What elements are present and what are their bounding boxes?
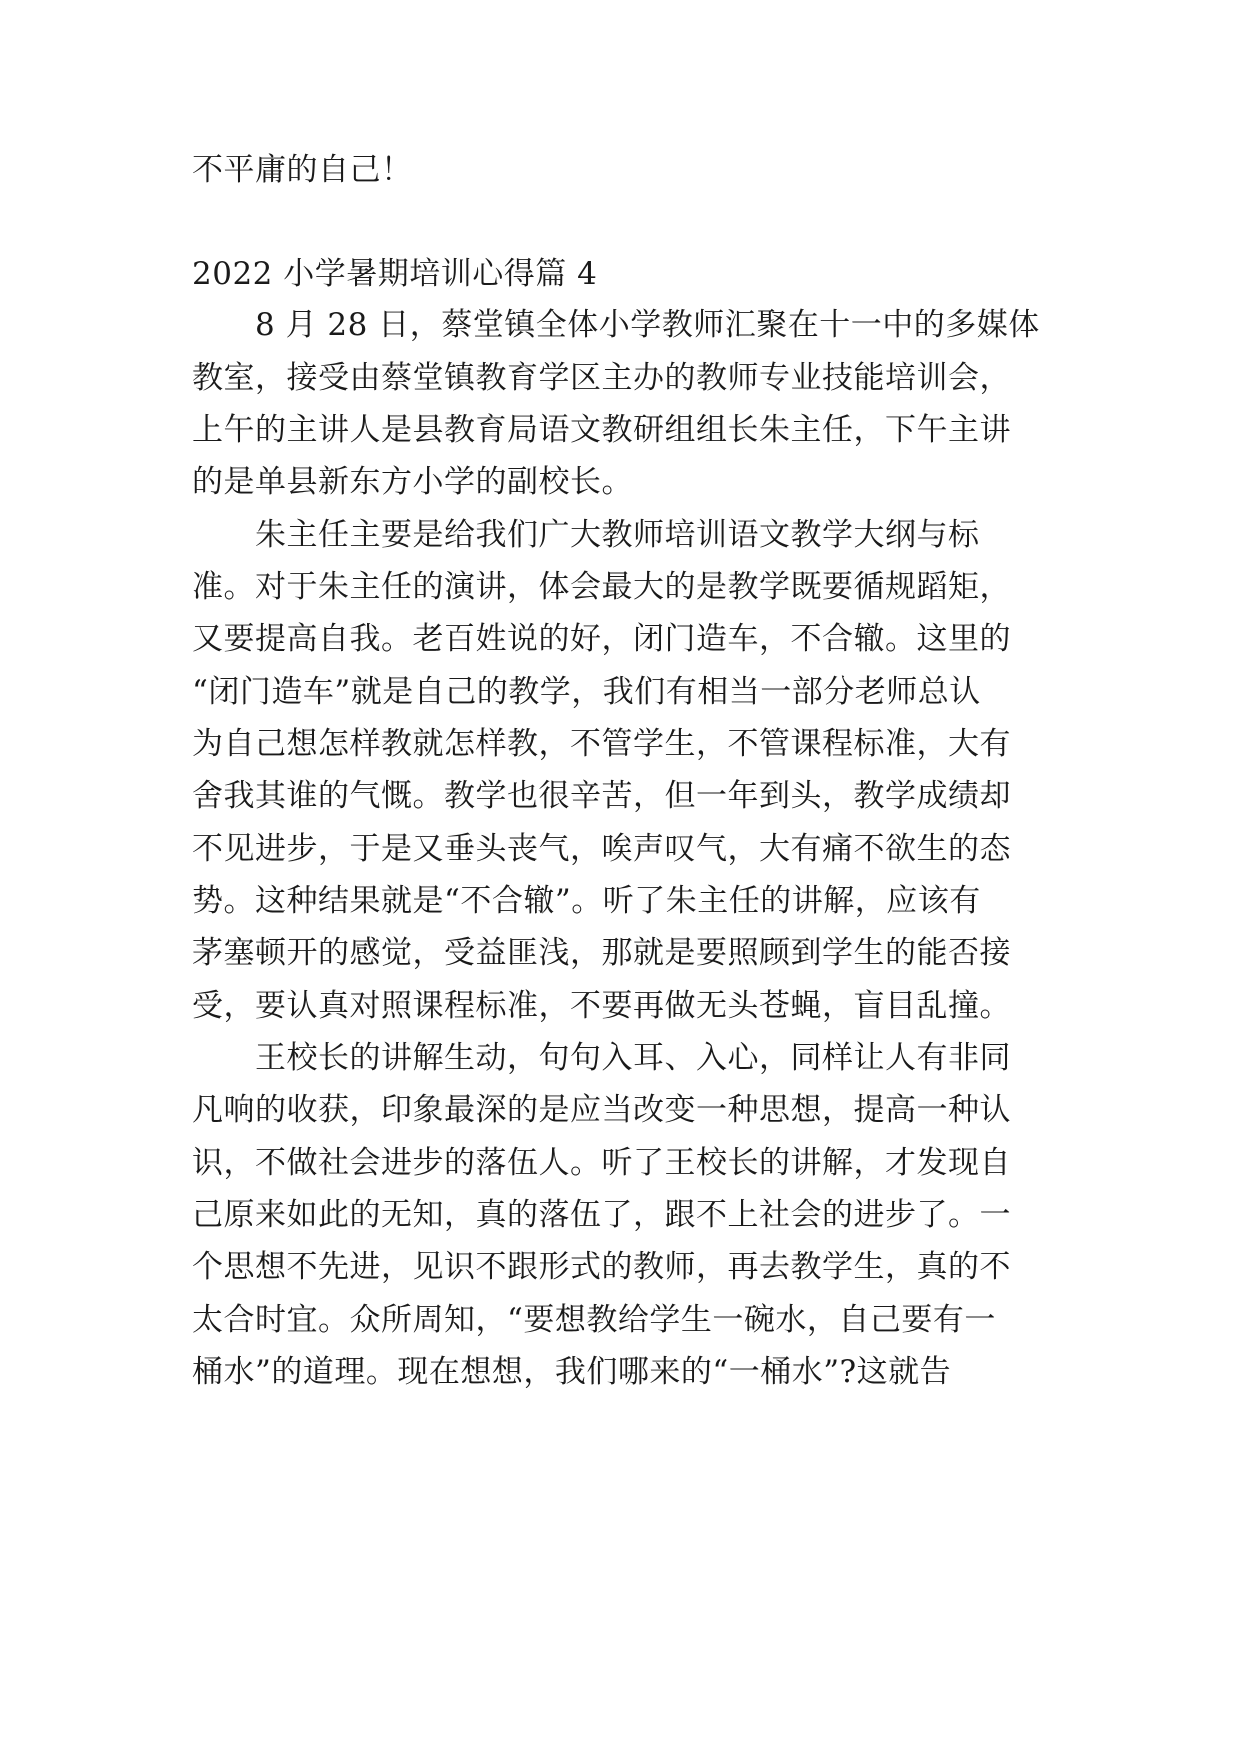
paragraph-3-line-4: 己原来如此的无知，真的落伍了，跟不上社会的进步了。一 <box>192 1197 1011 1233</box>
paragraph-3-line-6: 太合时宜。众所周知，“要想教给学生一碗水，自己要有一 <box>192 1302 996 1338</box>
paragraph-2-line-5: 为自己想怎样教就怎样教，不管学生，不管课程标准，大有 <box>192 726 1011 762</box>
section-heading: 2022 小学暑期培训心得篇 4 <box>192 256 598 292</box>
paragraph-1-line-2: 教室，接受由蔡堂镇教育学区主办的教师专业技能培训会， <box>192 360 1011 396</box>
paragraph-1-line-4: 的是单县新东方小学的副校长。 <box>192 464 633 500</box>
paragraph-2-line-8: 势。这种结果就是“不合辙”。听了朱主任的讲解，应该有 <box>192 883 981 919</box>
paragraph-2-line-1: 朱主任主要是给我们广大教师培训语文教学大纲与标 <box>255 517 980 553</box>
paragraph-2-line-6: 舍我其谁的气慨。教学也很辛苦，但一年到头，教学成绩却 <box>192 778 1011 814</box>
paragraph-3-line-7: 桶水”的道理。现在想想，我们哪来的“一桶水”?这就告 <box>192 1354 952 1390</box>
paragraph-1-line-1: 8 月 28 日，蔡堂镇全体小学教师汇聚在十一中的多媒体 <box>255 307 1040 343</box>
paragraph-2-line-4: “闭门造车”就是自己的教学，我们有相当一部分老师总认 <box>192 674 981 710</box>
paragraph-3-line-5: 个思想不先进，见识不跟形式的教师，再去教学生，真的不 <box>192 1249 1011 1285</box>
paragraph-2-line-10: 受，要认真对照课程标准，不要再做无头苍蝇，盲目乱撞。 <box>192 988 1011 1024</box>
paragraph-3-line-3: 识，不做社会进步的落伍人。听了王校长的讲解，才发现自 <box>192 1145 1011 1181</box>
paragraph-3-line-1: 王校长的讲解生动，句句入耳、入心，同样让人有非同 <box>255 1040 1011 1076</box>
paragraph-2-line-7: 不见进步，于是又垂头丧气，唉声叹气，大有痛不欲生的态 <box>192 831 1011 867</box>
paragraph-3-line-2: 凡响的收获，印象最深的是应当改变一种思想，提高一种认 <box>192 1092 1011 1128</box>
paragraph-2-line-9: 茅塞顿开的感觉，受益匪浅，那就是要照顾到学生的能否接 <box>192 935 1011 971</box>
closing-line: 不平庸的自己！ <box>192 152 413 188</box>
paragraph-2-line-2: 准。对于朱主任的演讲，体会最大的是教学既要循规蹈矩， <box>192 569 1011 605</box>
paragraph-2-line-3: 又要提高自我。老百姓说的好，闭门造车，不合辙。这里的 <box>192 621 1011 657</box>
paragraph-1-line-3: 上午的主讲人是县教育局语文教研组组长朱主任，下午主讲 <box>192 412 1011 448</box>
